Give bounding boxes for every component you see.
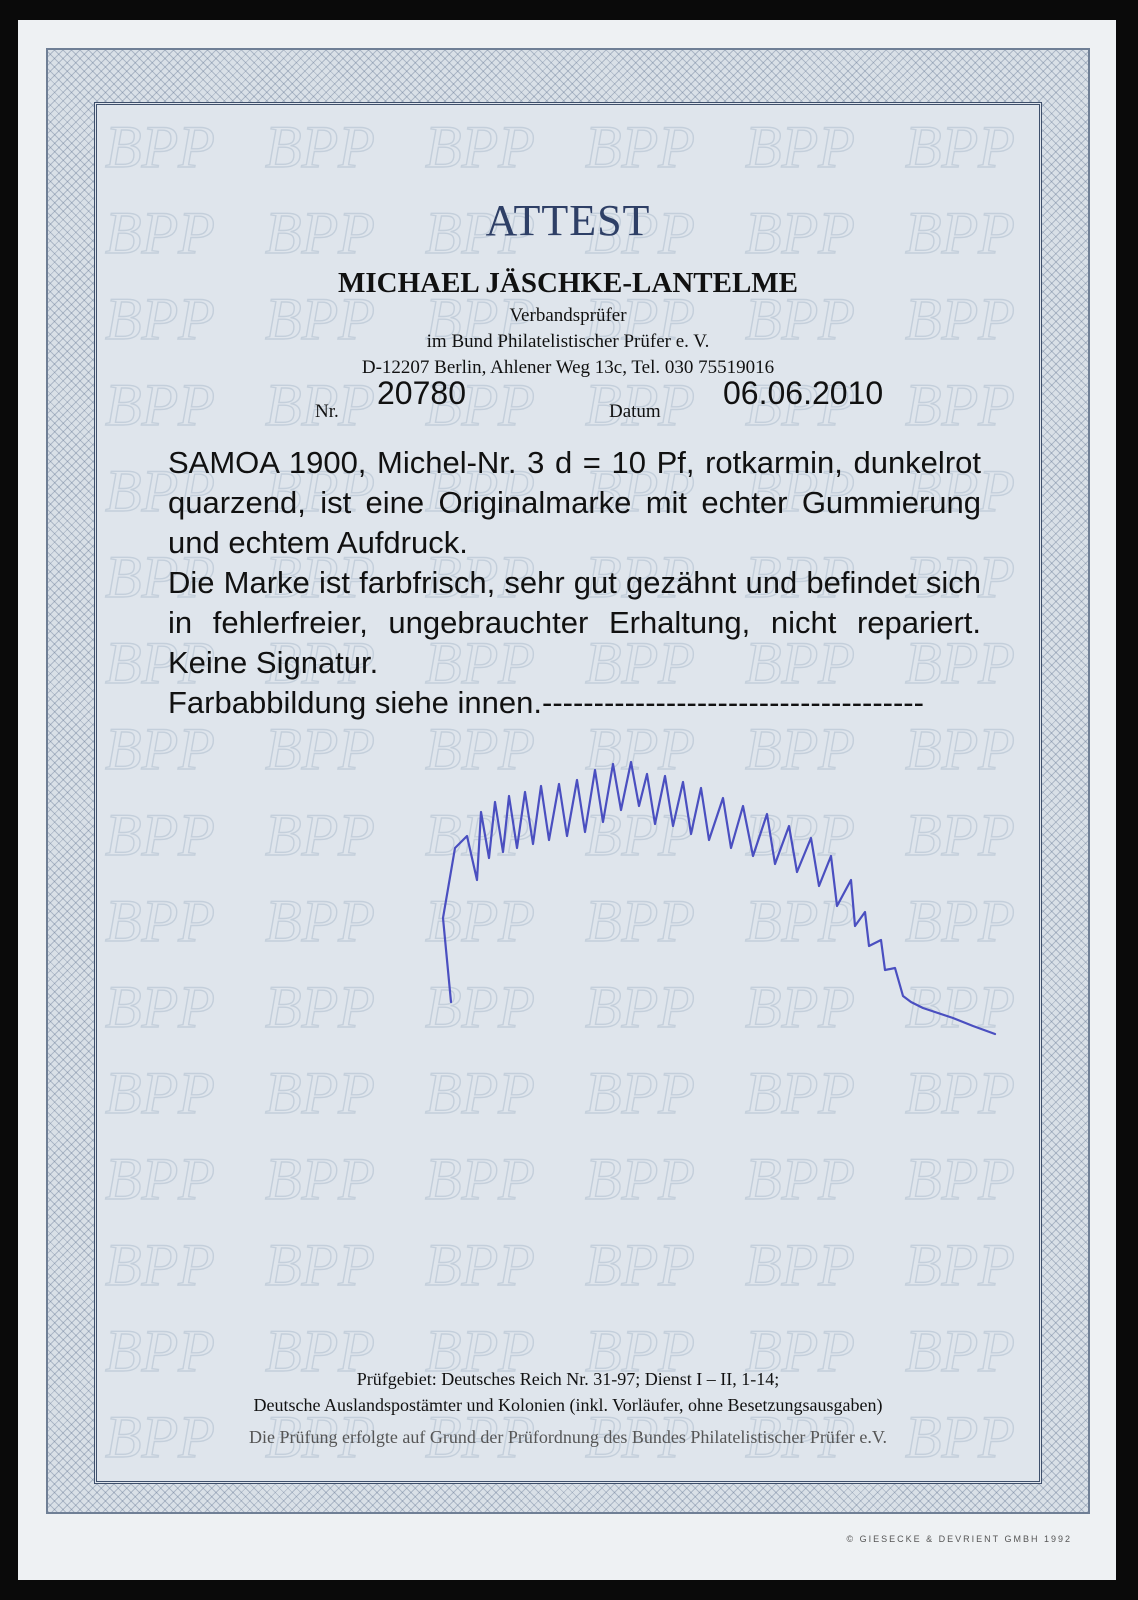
printer-mark: © GIESECKE & DEVRIENT GMBH 1992 xyxy=(846,1534,1072,1544)
footer-regulation-note: Die Prüfung erfolgte auf Grund der Prüfordnung des Bundes Philatelistischer Prüfer e.V. xyxy=(248,1427,888,1447)
association-name: im Bund Philatelistischer Prüfer e. V. xyxy=(426,331,710,352)
paragraph-identification: SAMOA 1900, Michel-Nr. 3 d = 10 Pf, rotkarmin, dunkelrot quarzend, ist eine Originalmarke mit echter Gummierung und echtem Aufdruck. xyxy=(168,445,981,560)
number-label: Nr. xyxy=(315,401,339,422)
examiner-role: Verbandsprüfer xyxy=(509,305,627,326)
paragraph-condition: Die Marke ist farbfrisch, sehr gut gezähnt und befindet sich in fehlerfreier, ungebrauchter Erhaltung, nicht repariert. Keine Signatur. xyxy=(168,565,981,680)
footer-scope-line-2: Deutsche Auslandspostämter und Kolonien (inkl. Vorläufer, ohne Besetzungsausgaben) xyxy=(253,1395,883,1415)
paragraph-illustration-note: Farbabbildung siehe innen.------------------------------------- xyxy=(168,685,924,720)
certificate-date: 06.06.2010 xyxy=(723,375,884,411)
certificate-sheet xyxy=(18,20,1116,1580)
date-label: Datum xyxy=(609,401,661,422)
examiner-address: D-12207 Berlin, Ahlener Weg 13c, Tel. 030 75519016 xyxy=(361,357,775,378)
handwritten-signature xyxy=(433,740,1023,1050)
examiner-name: MICHAEL JÄSCHKE-LANTELME xyxy=(337,267,799,299)
certificate-title: ATTEST xyxy=(485,196,651,245)
footer-scope-line-1: Prüfgebiet: Deutsches Reich Nr. 31-97; Dienst I – II, 1-14; xyxy=(356,1369,780,1389)
certificate-number: 20780 xyxy=(377,375,466,411)
